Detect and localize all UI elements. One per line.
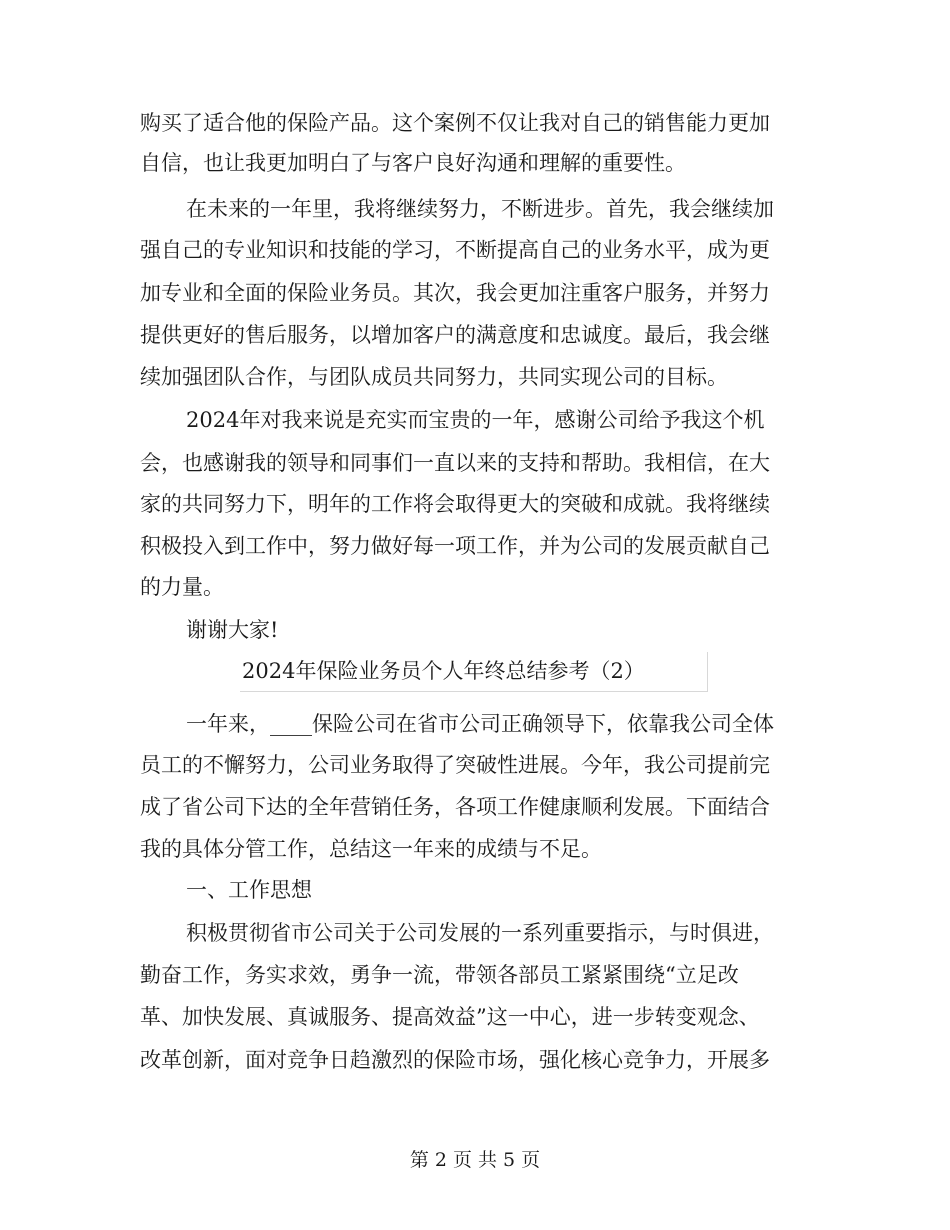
paragraph-line: 改革创新，面对竞争日趋激烈的保险市场，强化核心竞争力，开展多 [140, 1048, 770, 1072]
paragraph-line: 勤奋工作，务实求效，勇争一流，带领各部员工紧紧围绕“立足改 [140, 963, 739, 987]
paragraph-line: 提供更好的售后服务，以增加客户的满意度和忠诚度。最后，我会继 [140, 323, 770, 347]
paragraph-line: 一年来，____保险公司在省市公司正确领导下，依靠我公司全体 [186, 712, 774, 736]
paragraph-line: 自信，也让我更加明白了与客户良好沟通和理解的重要性。 [140, 151, 686, 175]
paragraph-line: 员工的不懈努力，公司业务取得了突破性进展。今年，我公司提前完 [140, 753, 770, 777]
section-title: 2024年保险业务员个人年终总结参考（2） [242, 659, 645, 683]
paragraph-line: 成了省公司下达的全年营销任务，各项工作健康顺利发展。下面结合 [140, 795, 770, 819]
paragraph-line: 我的具体分管工作，总结这一年来的成绩与不足。 [140, 837, 602, 861]
paragraph-line: 加专业和全面的保险业务员。其次，我会更加注重客户服务，并努力 [140, 281, 770, 305]
paragraph-line: 积极贯彻省市公司关于公司发展的一系列重要指示，与时俱进， [186, 921, 774, 945]
paragraph-line: 购买了适合他的保险产品。这个案例不仅让我对自己的销售能力更加 [140, 111, 770, 135]
paragraph-line: 革、加快发展、真诚服务、提高效益”这一中心，进一步转变观念、 [140, 1005, 760, 1029]
paragraph-line: 强自己的专业知识和技能的学习，不断提高自己的业务水平，成为更 [140, 238, 770, 262]
paragraph-line: 续加强团队合作，与团队成员共同努力，共同实现公司的目标。 [140, 365, 728, 389]
paragraph-line: 在未来的一年里，我将继续努力，不断进步。首先，我会继续加 [186, 197, 774, 221]
paragraph-line: 积极投入到工作中，努力做好每一项工作，并为公司的发展贡献自己 [140, 534, 770, 558]
page-footer: 第 2 页 共 5 页 [409, 1149, 541, 1171]
paragraph-line: 家的共同努力下，明年的工作将会取得更大的突破和成就。我将继续 [140, 492, 770, 516]
section-heading: 一、工作思想 [186, 878, 312, 902]
paragraph-line: 会，也感谢我的领导和同事们一直以来的支持和帮助。我相信，在大 [140, 451, 770, 475]
paragraph-line: 的力量。 [140, 575, 224, 599]
closing-line: 谢谢大家! [186, 618, 279, 642]
section-title-box [240, 652, 708, 692]
paragraph-line: 2024年对我来说是充实而宝贵的一年，感谢公司给予我这个机 [186, 408, 765, 432]
